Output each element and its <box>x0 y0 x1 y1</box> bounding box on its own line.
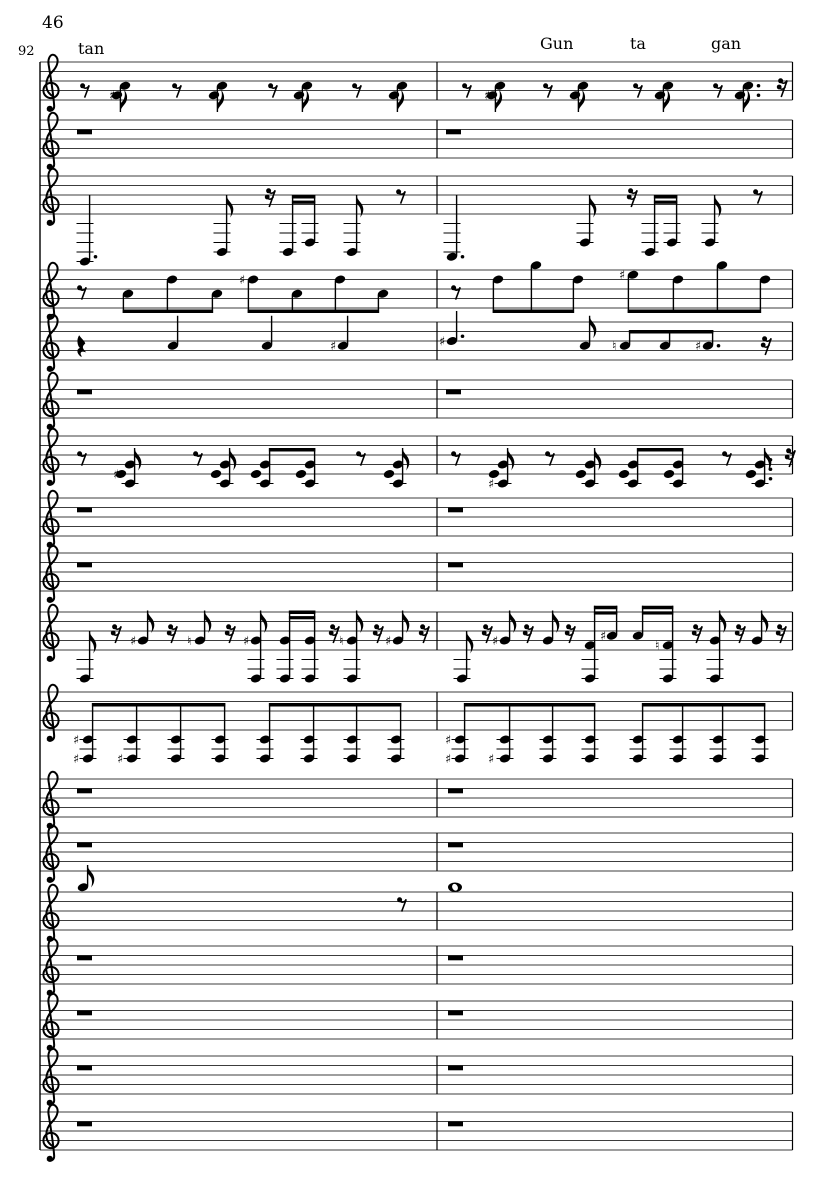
svg-text:♯: ♯ <box>492 632 499 648</box>
svg-text:♯: ♯ <box>600 628 607 644</box>
staff-10 <box>40 605 793 684</box>
staff-3 <box>40 169 793 267</box>
svg-text:♯: ♯ <box>109 87 116 103</box>
svg-text:♮: ♮ <box>339 632 344 648</box>
svg-text:♯: ♯ <box>695 338 702 354</box>
svg-text:♮: ♮ <box>612 338 617 354</box>
svg-text:♮: ♮ <box>187 632 192 648</box>
svg-text:♯: ♯ <box>619 267 626 283</box>
staff-1 <box>40 55 793 112</box>
svg-text:♯: ♯ <box>117 750 124 766</box>
staff-17 <box>40 1049 793 1106</box>
svg-text:♯: ♯ <box>488 475 495 491</box>
svg-text:♯: ♯ <box>130 632 137 648</box>
staff-2 <box>40 113 793 170</box>
svg-text:♯: ♯ <box>73 750 80 766</box>
page-number: 46 <box>42 13 64 33</box>
staff-14 <box>40 865 793 942</box>
svg-text:♯: ♯ <box>239 271 246 287</box>
svg-text:♯: ♯ <box>73 731 80 747</box>
staff-9 <box>40 546 793 603</box>
lyric-syllable-2: Gun <box>540 34 574 53</box>
staff-11 <box>40 685 793 766</box>
svg-text:♯: ♯ <box>484 87 491 103</box>
staff-18 <box>40 1105 793 1162</box>
staff-7 <box>40 429 795 491</box>
svg-text:♯: ♯ <box>445 731 452 747</box>
staff-15 <box>40 939 793 996</box>
staff-13 <box>40 826 793 883</box>
lyric-syllable-4: gan <box>711 34 742 53</box>
svg-text:♯: ♯ <box>445 750 452 766</box>
svg-text:♯: ♯ <box>243 632 250 648</box>
staff-4 <box>40 260 793 320</box>
staff-6 <box>40 373 793 430</box>
lyric-syllable-3: ta <box>630 34 646 53</box>
svg-text:♯: ♯ <box>488 750 495 766</box>
lyric-syllable-1: tan <box>78 39 105 58</box>
svg-text:♯: ♯ <box>330 338 337 354</box>
svg-text:♯: ♯ <box>113 466 120 482</box>
staff-8 <box>40 491 793 548</box>
measure-number: 92 <box>18 44 35 59</box>
svg-text:♯: ♯ <box>385 632 392 648</box>
staff-16 <box>40 994 793 1051</box>
svg-text:♮: ♮ <box>655 637 660 653</box>
staff-12 <box>40 772 793 829</box>
staff-5 <box>40 311 793 372</box>
svg-text:♯: ♯ <box>439 333 446 349</box>
